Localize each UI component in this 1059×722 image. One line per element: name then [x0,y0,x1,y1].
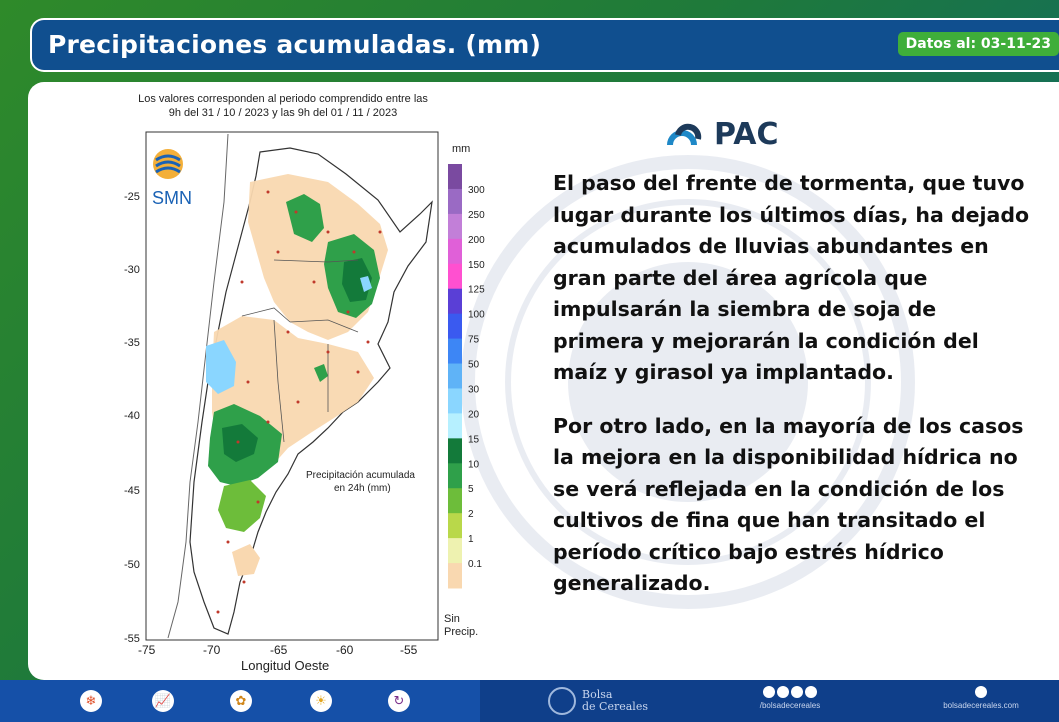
footer-org-line2: de Cereales [582,700,648,713]
legend-tick: 200 [468,234,485,246]
legend-swatch [448,314,462,339]
legend-tick: 75 [468,334,480,346]
legend-ticks [468,185,485,570]
chart-icon[interactable]: 📈 [152,690,174,712]
legend-swatch [448,413,462,438]
social-icons[interactable] [756,686,824,698]
legend-swatch [448,438,462,463]
snowflake-icon[interactable]: ❄ [80,690,102,712]
footer-website[interactable] [936,686,1026,710]
map-caption-line2: 9h del 31 / 10 / 2023 y las 9h del 01 / 11 / 2023 [168,107,398,119]
legend-swatch [448,488,462,513]
legend-tick: 125 [468,284,485,296]
pac-label: PAC [714,116,779,152]
page-title: Precipitaciones acumuladas. (mm) [48,30,542,59]
legend-tick: 2 [468,509,474,521]
legend-no-precip-line2: Precip. [444,626,479,638]
website-label: bolsadecereales.com [943,701,1019,710]
pac-logo-icon [664,117,704,151]
legend-tick: 250 [468,209,485,221]
legend-no-precip-line1: Sin [444,613,460,625]
lon-label: -70 [203,643,221,657]
legend-tick: 10 [468,459,480,471]
paragraph-2: Por otro lado, en la mayoría de los casos la mejora en la disponibilidad hídrica no se verá reflejada en la condición de los cultivos de fina que han transitado el período crítico bajo estrés hídrico generalizado. [553,413,1024,595]
legend-swatch [448,189,462,214]
map-caption-line1: Los valores corresponden al periodo comprendido entre las [138,93,428,105]
legend-tick: 20 [468,409,480,421]
lon-label: -75 [138,643,156,657]
footer-social[interactable] [756,686,824,710]
legend-tick: 150 [468,259,485,271]
legend-tick: 30 [468,384,480,396]
lon-label: -55 [400,643,418,657]
legend-swatch [448,538,462,563]
twitter-icon[interactable] [777,686,789,698]
legend-swatch [448,239,462,264]
legend-tick: 1 [468,534,474,546]
footer-brand [548,687,648,715]
linkedin-icon[interactable] [805,686,817,698]
precipitation-map [28,82,528,680]
legend-colorbar [448,164,462,589]
lat-label: -55 [124,633,140,645]
globe-icon[interactable] [975,686,987,698]
legend-swatch [448,563,462,588]
inset-label-line1: Precipitación acumulada [306,470,415,481]
facebook-icon[interactable] [763,686,775,698]
smn-logo [153,149,183,179]
legend-swatch [448,214,462,239]
social-handle: /bolsadecereales [759,701,821,710]
crop-icon[interactable]: ✿ [230,690,252,712]
footer-org-line1: Bolsa [582,688,613,701]
lat-label: -30 [124,264,140,276]
smn-label: SMN [152,188,192,208]
legend-swatch [448,339,462,364]
inset-label-line2: en 24h (mm) [334,483,391,494]
legend-unit: mm [452,143,471,155]
lat-label: -50 [124,559,140,571]
legend-tick: 50 [468,359,480,371]
legend-swatch [448,364,462,389]
legend-tick: 5 [468,484,474,496]
title-bar [30,18,1059,72]
analysis-text [553,168,1033,622]
lat-label: -40 [124,410,140,422]
lon-label: -60 [336,643,354,657]
lon-label: -65 [270,643,288,657]
date-badge: Datos al: 03-11-23 [898,32,1059,56]
legend-swatch [448,388,462,413]
footer-org-name [582,689,648,713]
legend-tick: 300 [468,184,485,196]
lat-label: -35 [124,337,140,349]
legend-swatch [448,264,462,289]
lon-axis [138,643,418,657]
lat-axis [124,191,140,645]
x-axis-label: Longitud Oeste [241,658,330,673]
paragraph-1: El paso del frente de tormenta, que tuvo lugar durante los últimos días, ha dejado acumulados de lluvias abundantes en gran parte del área agrícola que impulsarán la siembra de soja de primera y mejorarán la condición del maíz y girasol ya implantado. [553,171,1030,384]
legend-swatch [448,164,462,189]
legend-tick: 0.1 [468,559,482,571]
lat-label: -25 [124,191,140,203]
lat-label: -45 [124,485,140,497]
instagram-icon[interactable] [791,686,803,698]
legend-swatch [448,289,462,314]
bolsa-logo-icon [548,687,576,715]
weather-icon[interactable]: ☀ [310,690,332,712]
cycle-icon[interactable]: ↻ [388,690,410,712]
footer-bar [0,680,1059,722]
pac-logo [664,114,778,154]
legend-swatch [448,513,462,538]
content-panel [28,82,1059,680]
legend-tick: 15 [468,434,480,446]
legend-swatch [448,463,462,488]
legend-tick: 100 [468,309,485,321]
